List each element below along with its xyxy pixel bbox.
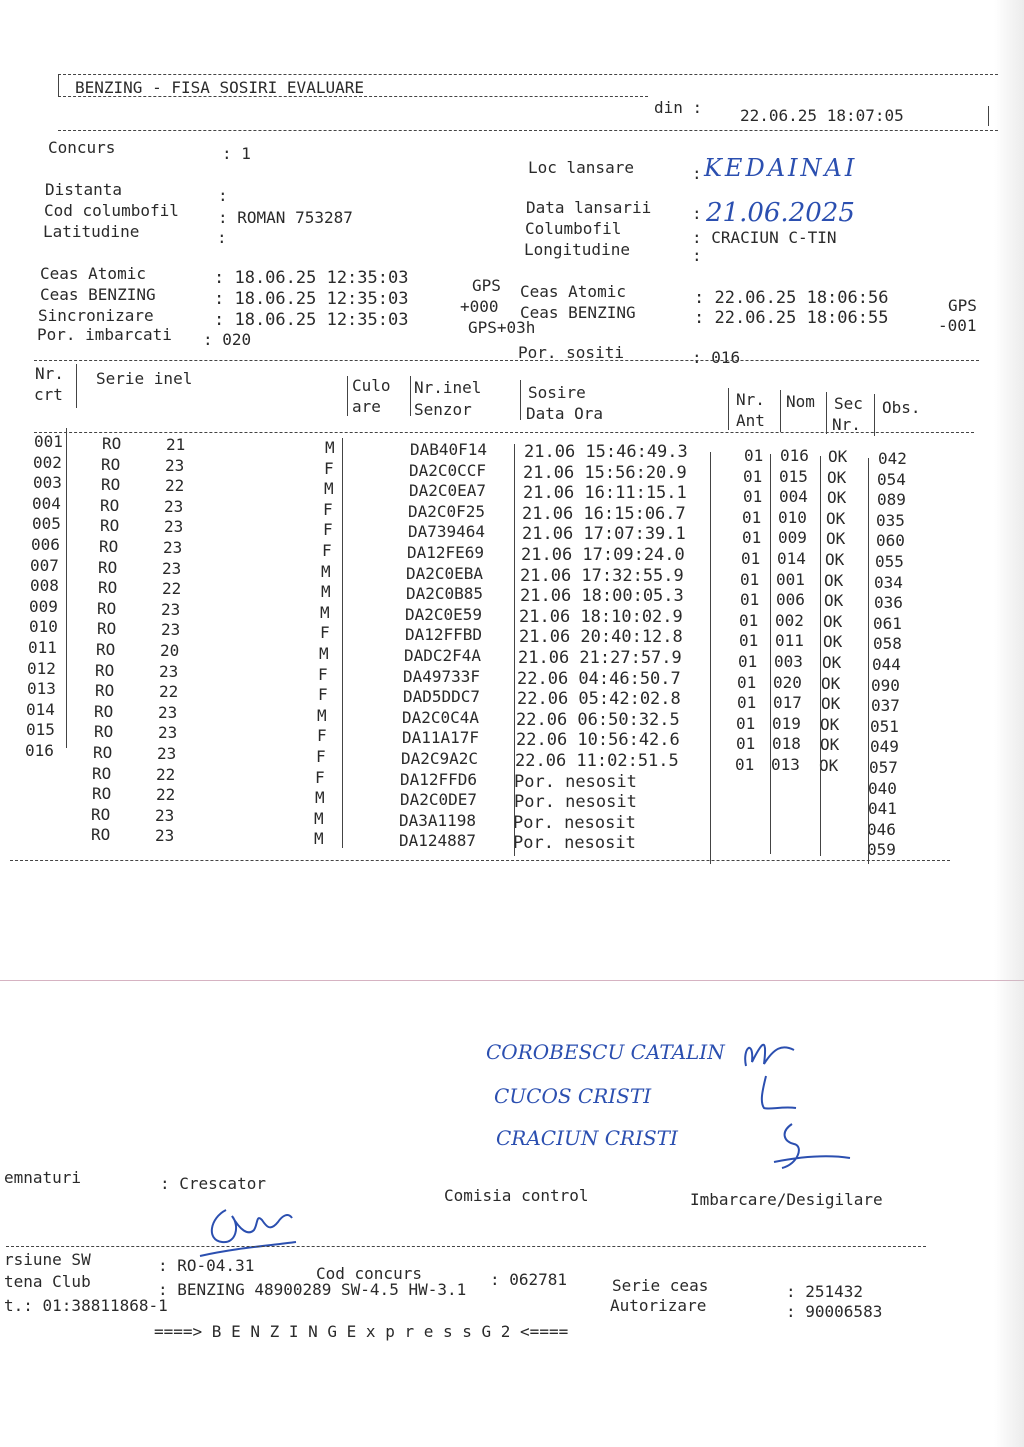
cod-concurs-label: Cod concurs: [316, 1264, 422, 1283]
cell-tara: RO: [101, 475, 121, 495]
table-header-rule: [34, 432, 974, 433]
antena-club-label: tena Club: [4, 1272, 91, 1291]
cell-nr: 010: [29, 617, 58, 637]
cell-sosire: 22.06 10:56:42.6: [516, 730, 680, 751]
cell-nom: 006: [776, 590, 805, 610]
cell-senzor: DA2C0CCF: [409, 460, 487, 480]
data-lansarii-colon: :: [692, 204, 702, 223]
cell-sosire: 21.06 15:46:49.3: [524, 442, 688, 462]
cell-ant: 01: [736, 713, 756, 733]
ceas-benzing-end-value: : 22.06.25 18:06:55: [694, 308, 889, 328]
cell-sec: OK: [821, 673, 841, 693]
cell-obs: 046: [867, 819, 896, 839]
cell-an: 23: [164, 496, 184, 516]
cell-tara: RO: [92, 784, 112, 804]
cell-nom: 017: [773, 693, 802, 713]
cell-senzor: DA2C0F25: [408, 501, 486, 521]
cell-tara: RO: [91, 804, 111, 824]
cell-tara: RO: [95, 660, 115, 680]
cell-ant: 01: [737, 672, 757, 692]
data-lansarii-label: Data lansarii: [526, 198, 652, 217]
cell-senzor: DA2C0DE7: [400, 790, 478, 810]
col-nr-crt-header-2: crt: [34, 385, 63, 404]
cell-sec: OK: [828, 447, 848, 466]
cell-an: 22: [156, 785, 176, 805]
ceas-atomic-start-value: : 18.06.25 12:35:03: [214, 268, 409, 288]
cell-ant: 01: [739, 610, 759, 630]
cell-an: 22: [159, 682, 179, 702]
cell-sec: OK: [827, 467, 847, 487]
col-divider-6: [780, 390, 781, 432]
body-divider-nom: [770, 454, 771, 854]
por-sositi-value: : 016: [692, 348, 741, 367]
versiune-sw-value: : RO-04.31: [158, 1256, 255, 1275]
cell-sosire: 21.06 16:11:15.1: [523, 483, 687, 504]
cell-obs: 089: [877, 490, 906, 510]
ceas-benzing-start-label: Ceas BENZING: [40, 285, 156, 304]
cell-obs: 057: [869, 758, 898, 777]
cell-an: 22: [165, 476, 185, 496]
cell-sosire: 22.06 11:02:51.5: [515, 751, 679, 771]
cell-nom: 020: [773, 672, 802, 692]
body-divider-senzor: [514, 444, 515, 856]
cell-senzor: DA2C9A2C: [401, 749, 479, 768]
cell-sec: OK: [824, 591, 844, 611]
col-divider-4: [520, 380, 521, 420]
cell-senzor: DA12FE69: [407, 543, 485, 562]
col-divider-5: [728, 388, 729, 430]
cell-sex: M: [321, 561, 331, 581]
ceas-atomic-start-label: Ceas Atomic: [40, 264, 146, 283]
cell-sosire: Por. nesosit: [514, 771, 637, 792]
cell-obs: 055: [875, 552, 904, 571]
body-divider-sec: [820, 456, 821, 856]
col-obs-header: Obs.: [882, 398, 921, 417]
cell-nr: 014: [26, 699, 55, 719]
semnaturi-label: emnaturi: [4, 1168, 82, 1187]
cell-sosire: 21.06 21:27:57.9: [518, 648, 682, 668]
cell-an: 23: [158, 723, 178, 743]
crescator-label: : Crescator: [160, 1174, 266, 1193]
cell-an: 20: [160, 641, 180, 660]
cell-sec: OK: [826, 508, 846, 528]
concurs-label: Concurs: [48, 138, 116, 157]
ceas-atomic-end-label: Ceas Atomic: [520, 282, 626, 301]
cell-sex: M: [320, 602, 330, 622]
header-close-rule: [58, 130, 998, 131]
cell-ant: 01: [740, 590, 760, 610]
ceas-atomic-end-value: : 22.06.25 18:06:56: [694, 288, 889, 308]
col-divider-2: [347, 376, 348, 416]
cell-obs: 054: [877, 469, 906, 489]
loc-lansare-colon: :: [692, 164, 702, 183]
cell-nom: 011: [775, 631, 804, 651]
ceas-benzing-end-suffix: -001: [938, 316, 977, 335]
cell-tara: RO: [94, 701, 114, 721]
cell-tara: RO: [100, 495, 120, 515]
cell-an: 23: [162, 558, 182, 578]
columbofil-label: Columbofil: [525, 219, 622, 238]
cell-obs: 059: [867, 840, 896, 860]
cell-sosire: 21.06 15:56:20.9: [523, 462, 687, 483]
table-top-rule: [34, 360, 979, 361]
cell-ant: 01: [742, 507, 762, 527]
cell-nom: 010: [778, 507, 807, 527]
cell-obs: 058: [873, 634, 902, 654]
por-sositi-label: Por. sositi: [518, 343, 624, 362]
cell-senzor: DA124887: [399, 831, 477, 851]
cell-sec: OK: [827, 488, 847, 508]
body-divider-sex: [342, 438, 343, 848]
signature-1-icon: [738, 1028, 798, 1072]
cod-columbofil-value: : ROMAN 753287: [218, 208, 353, 227]
columbofil-value: : CRACIUN C-TIN: [692, 228, 837, 247]
cell-an: 23: [155, 805, 175, 825]
cell-sex: F: [322, 541, 332, 560]
col-divider-1: [76, 364, 77, 408]
cell-tara: RO: [93, 743, 113, 762]
cell-ant: 01: [739, 631, 759, 651]
cell-sex: M: [314, 829, 324, 849]
report-date-value: 22.06.25 18:07:05: [740, 106, 904, 125]
cell-nr: 003: [33, 473, 62, 493]
cell-an: 23: [163, 538, 183, 557]
longitudine-label: Longitudine: [524, 240, 630, 259]
ceas-benzing-start-suffix: +000: [460, 297, 499, 316]
ceas-atomic-start-suffix: GPS: [472, 276, 501, 295]
cell-sec: OK: [825, 550, 845, 569]
cell-nom: 019: [772, 713, 801, 733]
col-culoare-header-2: are: [352, 397, 381, 416]
latitudine-label: Latitudine: [43, 222, 140, 241]
col-culoare-header-1: Culo: [352, 376, 391, 395]
cell-sec: OK: [823, 632, 843, 652]
cell-tara: RO: [99, 537, 119, 556]
cell-an: 23: [155, 826, 175, 846]
col-nr-crt-header-1: Nr.: [35, 364, 64, 383]
cell-senzor: DA49733F: [403, 666, 481, 686]
cell-senzor: DA12FFD6: [400, 769, 478, 789]
cell-nom: 003: [774, 652, 803, 671]
header-top-rule: [58, 74, 998, 75]
cell-obs: 040: [868, 778, 897, 798]
cell-senzor: DADC2F4A: [404, 646, 482, 665]
cell-sosire: Por. nesosit: [513, 812, 636, 833]
cell-nom: 015: [779, 466, 808, 486]
versiune-sw-label: rsiune SW: [4, 1250, 91, 1269]
cell-tara: RO: [97, 619, 117, 639]
cell-sex: M: [325, 438, 335, 457]
col-serie-inel-header: Serie inel: [96, 369, 193, 388]
cell-sosire: 21.06 20:40:12.8: [519, 627, 683, 648]
cell-tara: RO: [97, 598, 117, 618]
cell-nr: 007: [30, 555, 59, 575]
report-date-label: din :: [654, 98, 703, 117]
cell-tara: RO: [94, 722, 114, 742]
cell-sex: M: [317, 705, 327, 725]
handwritten-name-2: CUCOS CRISTI: [494, 1084, 652, 1108]
cell-sosire: 21.06 18:00:05.3: [520, 586, 684, 607]
cell-sec: OK: [826, 529, 846, 549]
cell-ant: 01: [735, 755, 755, 774]
cell-sosire: 21.06 17:32:55.9: [520, 565, 684, 586]
cell-an: 23: [165, 455, 185, 475]
cell-tara: RO: [101, 454, 121, 474]
cell-sec: OK: [823, 611, 843, 631]
ceas-benzing-end-label: Ceas BENZING: [520, 303, 636, 322]
cell-sec: OK: [820, 714, 840, 734]
cell-sosire: 22.06 04:46:50.7: [517, 668, 681, 689]
cell-sex: F: [318, 685, 328, 705]
cell-senzor: DA2C0C4A: [402, 707, 480, 727]
cell-tara: RO: [92, 763, 112, 783]
cell-sex: M: [321, 582, 331, 602]
cell-sex: F: [317, 726, 327, 746]
cell-an: 23: [158, 702, 178, 722]
cell-ant: 01: [736, 734, 756, 754]
cell-tara: RO: [95, 681, 115, 701]
cell-sec: OK: [822, 653, 842, 672]
cell-nr: 008: [30, 576, 59, 596]
cod-columbofil-label: Cod columbofil: [44, 201, 179, 220]
col-nr-inel-header-2: Senzor: [414, 400, 472, 419]
sincronizare-value: : 18.06.25 12:35:03: [214, 310, 409, 330]
cell-sex: M: [324, 479, 334, 499]
cell-nom: 001: [776, 569, 805, 589]
body-divider-nr: [66, 428, 67, 748]
longitudine-value: :: [692, 246, 702, 265]
cell-obs: 060: [876, 531, 905, 551]
cell-obs: 034: [874, 572, 903, 592]
latitudine-value: :: [217, 228, 227, 247]
cell-an: 23: [159, 661, 179, 681]
cell-sex: F: [323, 499, 333, 519]
cell-ant: 01: [744, 446, 764, 465]
autorizare-value: : 90006583: [786, 1302, 883, 1321]
body-divider-obs: [868, 458, 869, 864]
cell-nr: 006: [31, 535, 60, 554]
cell-ant: 01: [742, 528, 762, 548]
cell-sex: M: [315, 788, 325, 808]
cell-ant: 01: [743, 487, 763, 507]
header-right-border: [988, 106, 989, 126]
cell-sex: F: [318, 664, 328, 684]
cell-obs: 090: [871, 675, 900, 695]
sincronizare-label: Sincronizare: [38, 306, 154, 325]
cell-nr: 015: [26, 720, 55, 740]
loc-lansare-label: Loc lansare: [528, 158, 634, 177]
cell-tara: RO: [100, 516, 120, 536]
cell-sosire: Por. nesosit: [513, 833, 636, 854]
table-bottom-rule: [10, 860, 950, 861]
cell-sex: F: [323, 520, 333, 540]
cell-sosire: 21.06 18:10:02.9: [519, 606, 683, 627]
cell-tara: RO: [98, 578, 118, 598]
cell-nom: 002: [775, 610, 804, 630]
imbarcare-desigilare-label: Imbarcare/Desigilare: [690, 1190, 883, 1209]
cell-senzor: DA2C0B85: [406, 584, 484, 604]
cell-obs: 049: [870, 737, 899, 757]
cell-sex: F: [315, 767, 325, 787]
cell-senzor: DA11A17F: [402, 728, 480, 748]
loc-lansare-handwritten: KEDAINAI: [704, 154, 858, 182]
scan-edge-shadow: [994, 0, 1024, 1447]
footer-top-rule: [6, 1246, 926, 1247]
cell-nr: 016: [25, 741, 54, 760]
report-title: BENZING - FISA SOSIRI EVALUARE: [75, 78, 364, 97]
cell-nr: 005: [32, 514, 61, 534]
col-sosire-header-1: Sosire: [528, 383, 586, 402]
cell-ant: 01: [743, 466, 763, 486]
concurs-value: : 1: [222, 144, 251, 163]
cell-an: 23: [164, 517, 184, 537]
cell-sex: F: [324, 458, 334, 478]
cell-nr: 002: [33, 452, 62, 472]
cell-sosire: Por. nesosit: [514, 792, 637, 813]
serie-ceas-label: Serie ceas: [612, 1276, 709, 1295]
cell-sex: F: [316, 747, 326, 766]
por-imbarcati-value: : 020: [203, 330, 252, 349]
brand-footer: ====> B E N Z I N G E x p r e s s G 2 <====: [154, 1322, 569, 1341]
cell-obs: 061: [873, 613, 902, 633]
cell-senzor: DA2C0E59: [405, 604, 483, 624]
handwritten-name-1: COROBESCU CATALIN: [486, 1040, 725, 1064]
cell-tara: RO: [96, 640, 116, 659]
cell-obs: 037: [871, 696, 900, 716]
header-bottom-rule: [58, 96, 648, 97]
distanta-value: :: [218, 186, 228, 205]
col-sec-header-1: Sec: [834, 394, 863, 413]
cell-obs: 036: [874, 593, 903, 613]
cell-sosire: 21.06 17:09:24.0: [521, 545, 685, 565]
cell-an: 22: [162, 579, 182, 599]
cell-senzor: DA2C0EBA: [406, 563, 484, 583]
cell-senzor: DA3A1198: [399, 810, 477, 830]
cell-an: 23: [161, 620, 181, 640]
cell-senzor: DAD5DDC7: [403, 687, 481, 707]
cell-sex: M: [319, 644, 329, 663]
cell-nr: 011: [28, 638, 57, 657]
cell-nom: 013: [771, 755, 800, 774]
sincronizare-suffix: GPS+03h: [468, 318, 536, 337]
cell-nr: 012: [27, 658, 56, 678]
signature-2-icon: [752, 1072, 802, 1116]
cell-sec: OK: [821, 694, 841, 714]
cell-senzor: DA739464: [408, 522, 486, 542]
cell-an: 22: [156, 764, 176, 784]
cell-obs: 044: [872, 655, 901, 674]
col-sec-header-2: Nr.: [832, 415, 861, 434]
cell-sec: OK: [824, 570, 844, 590]
signature-3-icon: [764, 1118, 854, 1174]
cell-sec: OK: [819, 756, 839, 775]
cell-sosire: 21.06 17:07:39.1: [522, 524, 686, 545]
col-divider-8: [874, 394, 875, 436]
cell-tara: RO: [102, 434, 122, 453]
col-nr-ant-header-1: Nr.: [736, 390, 765, 409]
cell-an: 21: [166, 435, 186, 454]
cell-an: 23: [157, 744, 177, 763]
cell-nom: 004: [779, 487, 808, 507]
cell-obs: 035: [876, 510, 905, 530]
cell-senzor: DA12FFBD: [405, 625, 483, 645]
cell-senzor: DA2C0EA7: [409, 481, 487, 501]
col-sosire-header-2: Data Ora: [526, 404, 604, 423]
cell-sosire: 22.06 05:42:02.8: [517, 689, 681, 710]
cod-concurs-value: : 062781: [490, 1270, 568, 1289]
header-left-border: [58, 74, 59, 96]
telefon-value: t.: 01:38811868-1: [4, 1296, 168, 1315]
cell-nr: 009: [29, 596, 58, 616]
distanta-label: Distanta: [45, 180, 123, 199]
cell-sex: M: [314, 808, 324, 828]
por-imbarcati-label: Por. imbarcati: [37, 325, 172, 344]
col-divider-7: [826, 392, 827, 434]
cell-ant: 01: [741, 549, 761, 568]
cell-ant: 01: [740, 569, 760, 589]
ceas-benzing-start-value: : 18.06.25 12:35:03: [214, 289, 409, 309]
cell-nom: 016: [780, 446, 809, 465]
cell-ant: 01: [738, 652, 758, 671]
handwritten-name-3: CRACIUN CRISTI: [496, 1126, 678, 1150]
cell-sex: F: [320, 623, 330, 643]
comisia-control-label: Comisia control: [444, 1186, 589, 1205]
cell-nom: 009: [778, 528, 807, 548]
ceas-atomic-end-suffix: GPS: [948, 296, 977, 315]
cell-obs: 042: [878, 449, 907, 468]
cell-nom: 014: [777, 549, 806, 568]
data-lansarii-handwritten: 21.06.2025: [706, 198, 855, 228]
cell-an: 23: [161, 599, 181, 619]
autorizare-label: Autorizare: [610, 1296, 707, 1315]
body-divider-ant: [710, 452, 711, 864]
cell-senzor: DAB40F14: [410, 440, 488, 459]
cell-tara: RO: [98, 557, 118, 577]
col-nom-header: Nom: [786, 392, 815, 411]
cell-sec: OK: [820, 735, 840, 755]
cell-obs: 051: [870, 716, 899, 736]
cell-obs: 041: [868, 799, 897, 819]
cell-tara: RO: [91, 825, 111, 845]
col-nr-inel-header-1: Nr.inel: [414, 378, 482, 397]
page-separator: [0, 980, 1024, 981]
cell-sosire: 21.06 16:15:06.7: [522, 503, 686, 524]
cell-sosire: 22.06 06:50:32.5: [516, 709, 680, 730]
cell-nr: 013: [27, 679, 56, 699]
cell-nr: 001: [34, 432, 63, 451]
serie-ceas-value: : 251432: [786, 1282, 864, 1301]
col-nr-ant-header-2: Ant: [736, 411, 765, 430]
cell-nom: 018: [772, 734, 801, 754]
cell-nr: 004: [32, 493, 61, 513]
col-divider-3: [410, 376, 411, 416]
cell-ant: 01: [737, 693, 757, 713]
antena-club-value: : BENZING 48900289 SW-4.5 HW-3.1: [158, 1280, 467, 1299]
